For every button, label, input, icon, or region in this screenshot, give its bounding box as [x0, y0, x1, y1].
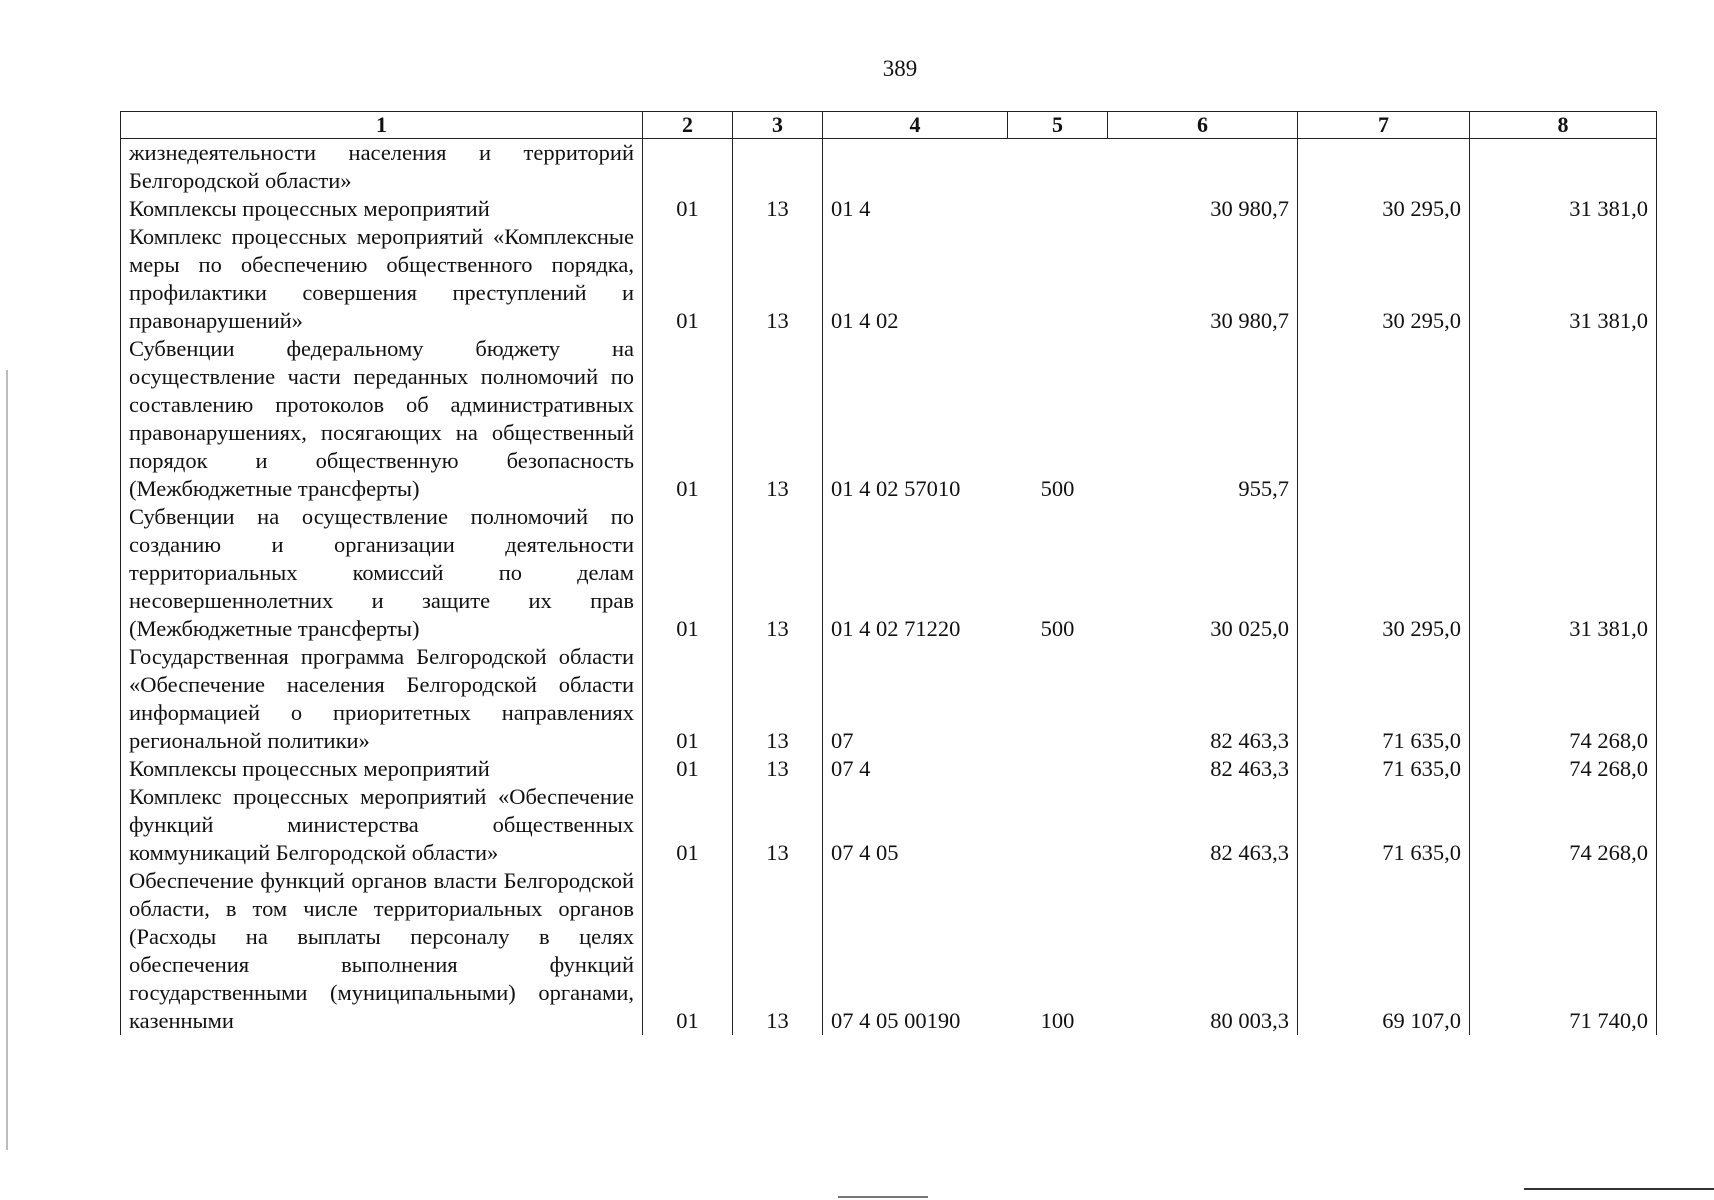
scan-bottom-mark [838, 1196, 928, 1198]
row-expense-type [1008, 783, 1108, 867]
row-expense-type: 500 [1040, 616, 1075, 641]
row-amount-7: 30 295,0 [1298, 223, 1470, 335]
row-amount-6: 30 025,0 [1108, 503, 1298, 643]
row-name: Комплексы процессных мероприятий [121, 195, 643, 223]
row-name: Обеспечение функций органов власти Белгородской области, в том числе территориальных органов (Расходы на выплаты персоналу в целях обеспечения выполнения функций государственными (муниципальными) органами, казенными [121, 867, 643, 1035]
row-amount-8: 74 268,0 [1470, 783, 1657, 867]
header-col-2: 2 [643, 112, 733, 139]
row-amount-7: 71 635,0 [1298, 783, 1470, 867]
row-section: 01 [643, 223, 733, 335]
row-expense-type [1008, 223, 1108, 335]
header-col-3: 3 [733, 112, 823, 139]
row-target-code: 07 4 05 [823, 783, 1008, 867]
row-subsection: 13 [733, 503, 823, 643]
scan-edge-line [6, 370, 8, 1150]
row-amount-7: 69 107,0 [1298, 867, 1470, 1035]
row-subsection: 13 [733, 223, 823, 335]
header-col-4: 4 [823, 112, 1008, 139]
row-name: Государственная программа Белгородской области «Обеспечение населения Белгородской области информацией о приоритетных направлениях региональной политики» [121, 643, 643, 755]
row-target-code: 01 4 02 71220 [823, 503, 1008, 643]
row-subsection: 13 [733, 643, 823, 755]
row-target-code: 07 4 05 00190 [823, 867, 1008, 1035]
row-amount-6: 80 003,3 [1108, 867, 1298, 1035]
row-amount-6: 30 980,7 [1108, 223, 1298, 335]
row-target-code [823, 139, 1008, 196]
row-amount-7: 71 635,0 [1298, 755, 1470, 783]
header-col-5: 5 [1008, 112, 1108, 139]
row-amount-7 [1298, 139, 1470, 196]
row-amount-8 [1470, 335, 1657, 503]
table-row [121, 783, 1657, 867]
scan-bottom-line [1524, 1188, 1714, 1190]
row-amount-8: 31 381,0 [1470, 503, 1657, 643]
row-name: Субвенции федеральному бюджету на осуществление части переданных полномочий по составлению протоколов об административных правонарушениях, посягающих на общественный порядок и общественную безопасность (Межбюджетные трансферты) [121, 335, 643, 503]
row-subsection: 13 [733, 867, 823, 1035]
row-target-code: 07 [823, 643, 1008, 755]
budget-table [120, 111, 1657, 1035]
row-section: 01 [643, 783, 733, 867]
row-expense-type [1008, 139, 1108, 196]
row-amount-7: 71 635,0 [1298, 643, 1470, 755]
row-expense-type [1008, 195, 1108, 223]
row-amount-6: 955,7 [1108, 335, 1298, 503]
table-row [121, 195, 1657, 223]
row-section: 01 [643, 335, 733, 503]
table-row [121, 335, 1657, 503]
row-amount-8: 74 268,0 [1470, 643, 1657, 755]
row-amount-6: 30 980,7 [1108, 195, 1298, 223]
header-col-8: 8 [1470, 112, 1657, 139]
table-row [121, 867, 1657, 1035]
row-target-code: 01 4 [823, 195, 1008, 223]
row-amount-8: 31 381,0 [1470, 195, 1657, 223]
row-subsection: 13 [733, 755, 823, 783]
row-section: 01 [643, 503, 733, 643]
row-amount-8: 31 381,0 [1470, 223, 1657, 335]
page-number: 389 [882, 56, 918, 81]
row-amount-6: 82 463,3 [1108, 783, 1298, 867]
row-subsection: 13 [733, 195, 823, 223]
row-amount-7: 30 295,0 [1298, 195, 1470, 223]
row-expense-type: 100 [1040, 1008, 1075, 1033]
row-section: 01 [643, 755, 733, 783]
row-amount-8: 74 268,0 [1470, 755, 1657, 783]
row-amount-6 [1108, 139, 1298, 196]
row-name: Комплекс процессных мероприятий «Обеспечение функций министерства общественных коммуникаций Белгородской области» [121, 783, 643, 867]
row-target-code: 01 4 02 57010 [823, 335, 1008, 503]
row-name: Комплекс процессных мероприятий «Комплексные меры по обеспечению общественного порядка, профилактики совершения преступлений и правонарушений» [121, 223, 643, 335]
table-row [121, 139, 1657, 196]
row-amount-7: 30 295,0 [1298, 503, 1470, 643]
table-row [121, 755, 1657, 783]
row-expense-type [1008, 755, 1108, 783]
row-amount-6: 82 463,3 [1108, 643, 1298, 755]
row-expense-type [1008, 643, 1108, 755]
row-amount-7 [1298, 335, 1470, 503]
row-section [643, 139, 733, 196]
row-name: Комплексы процессных мероприятий [121, 755, 643, 783]
row-subsection [733, 139, 823, 196]
row-subsection: 13 [733, 335, 823, 503]
header-col-1: 1 [121, 112, 643, 139]
row-expense-type: 500 [1040, 476, 1075, 501]
row-target-code: 01 4 02 [823, 223, 1008, 335]
row-section: 01 [643, 195, 733, 223]
row-target-code: 07 4 [823, 755, 1008, 783]
header-col-7: 7 [1298, 112, 1470, 139]
row-amount-6: 82 463,3 [1108, 755, 1298, 783]
row-amount-8 [1470, 139, 1657, 196]
table-row [121, 643, 1657, 755]
row-name: жизнедеятельности населения и территорий Белгородской области» [121, 139, 643, 196]
table-row [121, 503, 1657, 643]
header-col-6: 6 [1108, 112, 1298, 139]
row-name: Субвенции на осуществление полномочий по созданию и организации деятельности территориальных комиссий по делам несовершеннолетних и защите их прав (Межбюджетные трансферты) [121, 503, 643, 643]
row-section: 01 [643, 643, 733, 755]
row-subsection: 13 [733, 783, 823, 867]
row-section: 01 [643, 867, 733, 1035]
table-row [121, 223, 1657, 335]
row-amount-8: 71 740,0 [1470, 867, 1657, 1035]
header-row [121, 112, 1657, 139]
